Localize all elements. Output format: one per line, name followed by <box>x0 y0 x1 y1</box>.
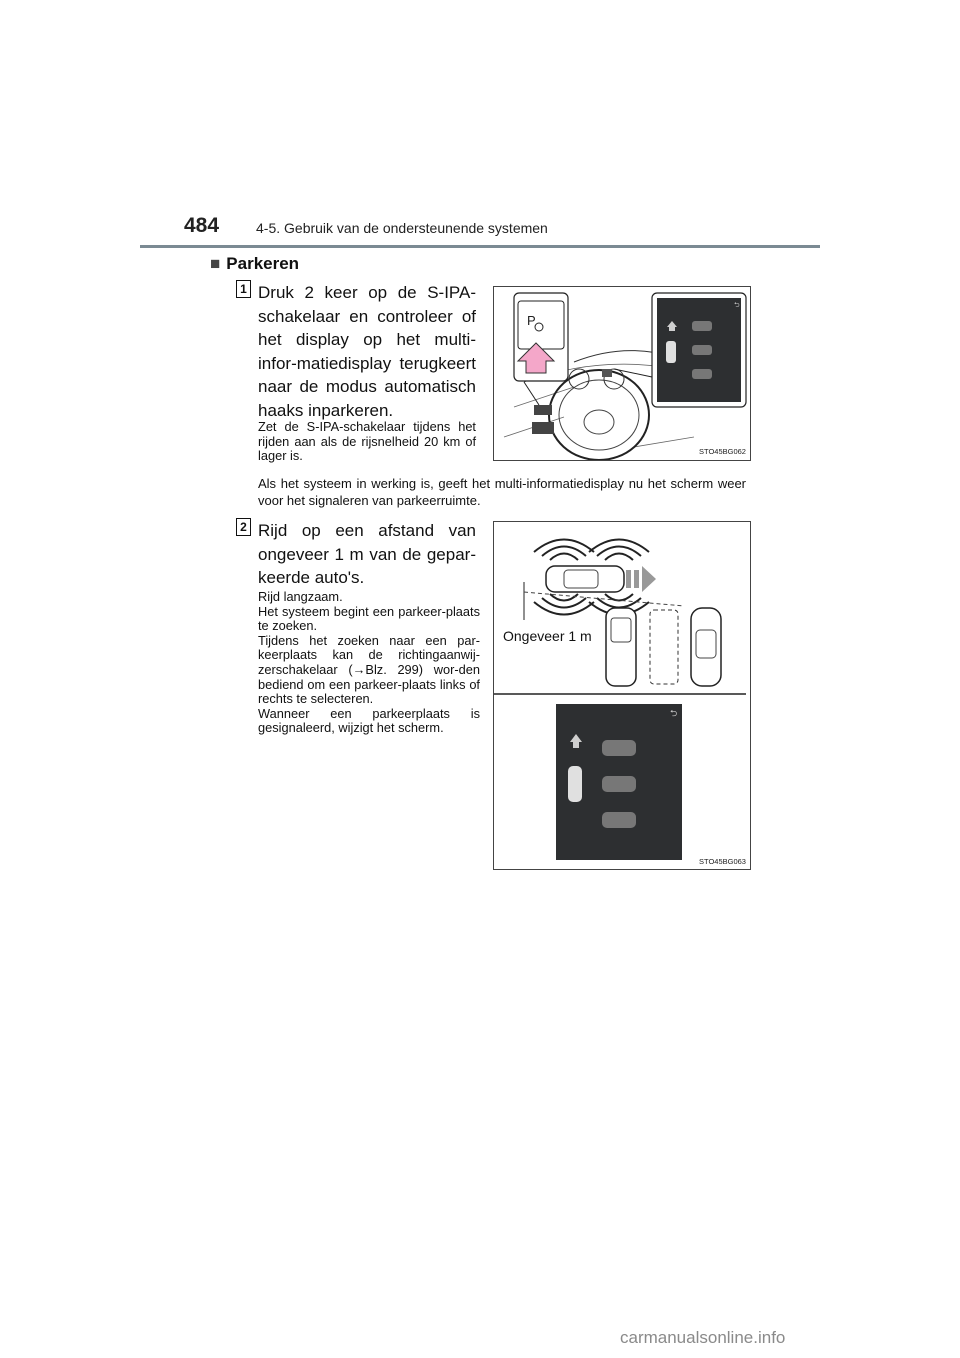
svg-text:⮌: ⮌ <box>670 708 678 718</box>
step-2-detail-line: Het systeem begint een parkeer-plaats te zoeken. <box>258 603 480 634</box>
step-2-detail-line: Rijd langzaam. <box>258 589 343 604</box>
step-2-details <box>258 590 480 736</box>
figure-s-ipa-switch <box>493 286 751 461</box>
step-1-badge: 1 <box>236 280 251 298</box>
section-header: 4-5. Gebruik van de ondersteunende systemen <box>256 220 548 236</box>
step-2-badge: 2 <box>236 518 251 536</box>
step-2-detail-line: Wanneer een parkeerplaats is gesignaleerd, wijzigt het scherm. <box>258 705 480 736</box>
figure-code: STO45BG063 <box>699 857 746 866</box>
parking-illustration <box>494 522 750 869</box>
section-heading-text: Parkeren <box>226 254 300 273</box>
watermark: carmanualsonline.info <box>620 1328 786 1347</box>
figure-code: STO45BG062 <box>699 447 746 456</box>
figure-parking-search <box>493 521 751 870</box>
square-bullet-icon: ■ <box>210 254 221 273</box>
step-1-instruction: Druk 2 keer op de S-IPA-schakelaar en controleer of het display op het multi-infor-matiedisplay terugkeert naar de modus automatisch haaks inparkeren. <box>258 283 476 420</box>
page-number: 484 <box>184 214 220 237</box>
step-2-detail-line: Tijdens het zoeken naar een par-keerplaats kan de richtingaanwij-zerschakelaar (→Blz. 299) wor-den bediend om een parkeer-plaats links of rechts te selecteren. <box>258 632 480 707</box>
distance-label: Ongeveer 1 m <box>503 628 592 644</box>
p-button-label: P <box>527 313 536 328</box>
dashboard-illustration <box>494 287 750 460</box>
section-heading <box>210 254 299 274</box>
header-divider <box>140 245 820 248</box>
step-1-detail: Zet de S-IPA-schakelaar tijdens het rijden aan als de rijsnelheid 20 km of lager is. <box>258 419 476 464</box>
step-2-instruction: Rijd op een afstand van ongeveer 1 m van de gepar-keerde auto's. <box>258 521 476 587</box>
svg-text:⮌: ⮌ <box>734 302 740 309</box>
step-1-note: Als het systeem in werking is, geeft het multi-informatiedisplay nu het scherm weer voor het signaleren van parkeerruimte. <box>258 476 746 508</box>
